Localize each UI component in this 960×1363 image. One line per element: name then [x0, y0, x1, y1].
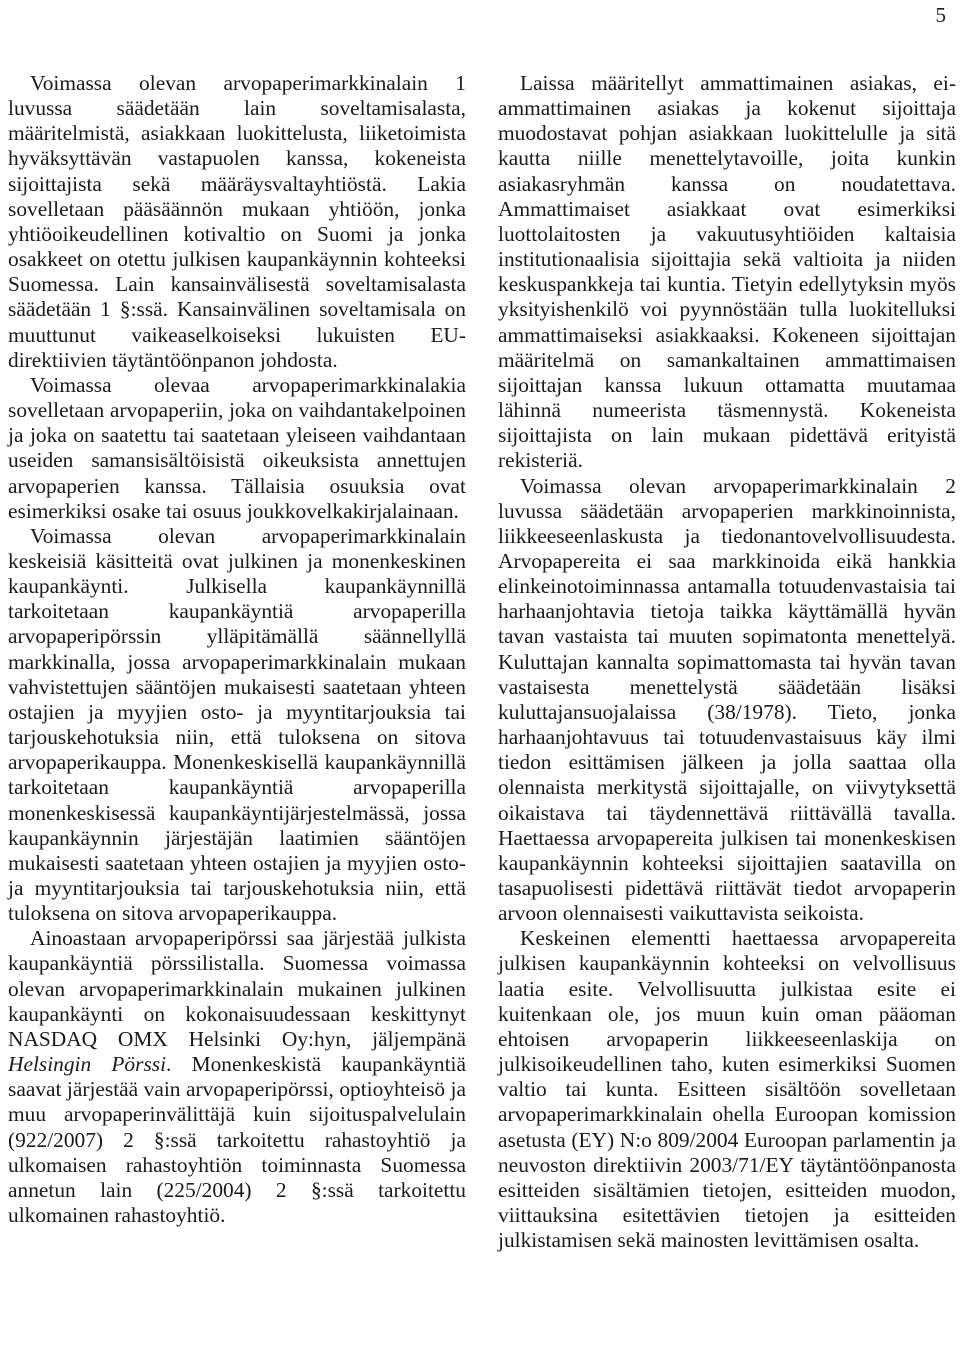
paragraph-securities: Voimassa olevaa arvopaperimarkkinalakia sovelletaan arvopaperiin, joka on vaihdantakelpoinen ja joka on saatettu tai saatetaan yleiseen vaihdantaan useiden samansisältöisistä oikeuksista annettujen arvopaperien kanssa. Tällaisia osuuksia ovat esimerkiksi osake tai osuus joukkovelkakirjalainaan. — [8, 372, 466, 523]
left-column — [8, 71, 466, 1228]
paragraph-scope: Voimassa olevan arvopaperimarkkinalain 1 luvussa säädetään lain soveltamisalasta, määritelmistä, asiakkaan luokittelusta, liiketoimista hyväksyttävän vastapuolen kanssa, kokeneista sijoittajista sekä määräysvaltayhtiöstä. Lakia sovelletaan pääsäännön mukaan yhtiöön, jonka yhtiöoikeudellinen kotivaltio on Suomi ja jonka osakkeet on otettu julkisen kaupankäynnin kohteeksi Suomessa. Lain kansainvälisestä soveltamisalasta säädetään 1 §:ssä. Kansainvälinen soveltamisala on muuttunut vaikeaselkoiseksi lukuisten EU-direktiivien täytäntöönpanon johdosta. — [8, 71, 466, 372]
italic-term: Helsingin Pörssi — [8, 1052, 167, 1077]
paragraph-client-classification: Laissa määritellyt ammattimainen asiakas, ei-ammattimainen asiakas ja kokenut sijoittaja muodostavat pohjan asiakkaan luokittelulle ja sitä kautta niille menettelytavoille, joita kunkin asiakasryhmän kanssa on noudatettava. Ammattimaiset asiakkaat ovat esimerkiksi luottolaitosten ja vakuutusyhtiöiden kaltaisia institutionaalisia sijoittajia sekä valtioita ja niiden keskuspankkeja tai kuntia. Tietyin edellytyksin myös yksityishenkilö voi pyynnöstään tulla luokitelluksi ammattimaiseksi asiakkaaksi. Kokeneen sijoittajan määritelmä on samankaltainen ammattimaisen sijoittajan kanssa lukuun ottamatta muutamaa lähinnä numeerista täsmennystä. Kokeneista sijoittajista on lain mukaan pidettävä erityistä rekisteriä. — [498, 71, 956, 473]
paragraph-text: . Monenkeskistä kaupankäyntiä saavat järjestää vain arvopaperipörssi, optioyhteisö ja muu arvopaperinvälittäjä kuin sijoituspalvelulain (922/2007) 2 §:ssä tarkoitettu rahastoyhtiö ja ulkomaisen rahastoyhtiön toiminnasta Suomessa annetun lain (225/2004) 2 §:ssä tarkoitettu ulkomainen rahastoyhtiö. — [8, 1052, 466, 1228]
page-number: 5 — [935, 3, 946, 27]
paragraph-stock-exchange — [8, 926, 466, 1228]
right-column — [498, 71, 956, 1253]
paragraph-text: Ainoastaan arvopaperipörssi saa järjestää julkista kaupankäyntiä pörssilistalla. Suomessa voimassa olevan arvopaperimarkkinalain mukainen julkinen kaupankäynti on kokonaisuudessaan keskittynyt NASDAQ OMX Helsinki Oy:hyn, jäljempänä — [8, 926, 466, 1051]
paragraph-marketing: Voimassa olevan arvopaperimarkkinalain 2 luvussa säädetään arvopaperien markkinoinnista, liikkeeseenlaskusta ja tiedonantovelvollisuudesta. Arvopapereita ei saa markkinoida eikä hankkia elinkeinotoiminnassa antamalla totuudenvastaisia tai harhaanjohtavia tietoja taikka käyttämällä hyvän tavan vastaista tai muuten sopimatonta menettelyä. Kuluttajan kannalta sopimattomasta tai hyvän tavan vastaisesta menettelystä säädetään lisäksi kuluttajansuojalaissa (38/1978). Tieto, jonka harhaanjohtavuus tai totuudenvastaisuus käy ilmi tiedon esittämisen jälkeen ja jolla saattaa olla olennaista merkitystä sijoittajalle, on viivytyksettä oikaistava tai täydennettävä riittävällä tavalla. Haettaessa arvopapereita julkisen tai monenkeskisen kaupankäynnin kohteeksi sijoittajien saatavilla on tasapuolisesti pidettävä riittävät tiedot arvopaperin arvoon olennaisesti vaikuttavista seikoista. — [498, 473, 956, 926]
paragraph-trading-concepts: Voimassa olevan arvopaperimarkkinalain keskeisiä käsitteitä ovat julkinen ja monenkeskinen kaupankäynti. Julkisella kaupankäynnillä tarkoitetaan kaupankäyntiä arvopaperilla arvopaperipörssin ylläpitämällä säännellyllä markkinalla, jossa arvopaperimarkkinalain mukaan vahvistettujen sääntöjen mukaisesti saatetaan yhteen ostajien ja myyjien osto- ja myyntitarjouksia tai tarjouskehotuksia niin, että tuloksena on sitova arvopaperikauppa. Monenkeskisellä kaupankäynnillä tarkoitetaan kaupankäyntiä arvopaperilla monenkeskisessä kaupankäyntijärjestelmässä, jossa kaupankäynnin järjestäjän laatimien sääntöjen mukaisesti saatetaan yhteen ostajien ja myyjien osto- ja myyntitarjouksia tai tarjouskehotuksia niin, että tuloksena on sitova arvopaperikauppa. — [8, 523, 466, 926]
paragraph-prospectus: Keskeinen elementti haettaessa arvopapereita julkisen kaupankäynnin kohteeksi on velvollisuus laatia esite. Velvollisuutta julkistaa esite ei kuitenkaan ole, jos muun kuin oman pääoman ehtoisen arvopaperin liikkeeseenlaskija on julkisoikeudellinen taho, kuten esimerkiksi Suomen valtio tai kunta. Esitteen sisältöön sovelletaan arvopaperimarkkinalain ohella Euroopan komission asetusta (EY) N:o 809/2004 Euroopan parlamentin ja neuvoston direktiivin 2003/71/EY täytäntöönpanosta esitteiden sisältämien tietojen, esitteiden muodon, viittauksina esitettävien tietojen ja esitteiden julkistamisen sekä mainosten levittämisen osalta. — [498, 926, 956, 1253]
